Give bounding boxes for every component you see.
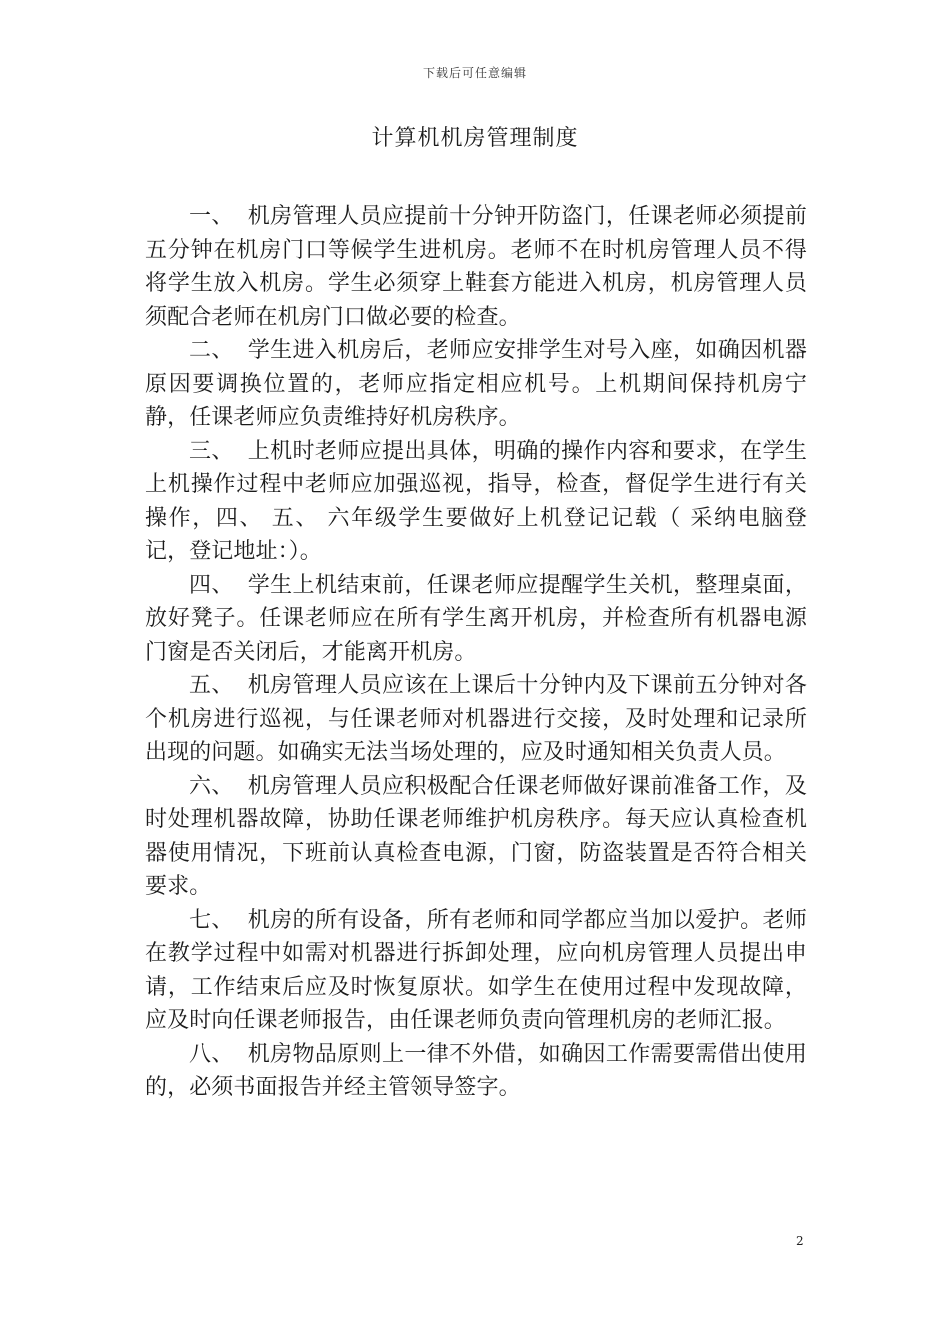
paragraph-text: 学生进入机房后，老师应安排学生对号入座，如确因机器原因要调换位置的，老师应指定相应机号。上机期间保持机房宁静，任课老师应负责维持好机房秩序。 [145,338,807,430]
paragraph-number: 二、 [189,338,234,363]
paragraph-2 [145,334,807,435]
header-note: 下载后可任意编辑 [422,66,527,80]
paragraph-number: 八、 [189,1041,234,1067]
page-number: 2 [796,1234,804,1248]
document-title: 计算机机房管理制度 [371,126,579,151]
paragraph-text: 机房物品原则上一律不外借，如确因工作需要需借出使用的，必须书面报告并经主管领导签字。 [145,1041,807,1100]
paragraph-number: 一、 [189,204,234,229]
paragraph-number: 四、 [189,572,234,598]
paragraph-number: 三、 [189,438,234,464]
paragraph-text: 机房管理人员应该在上课后十分钟内及下课前五分钟对各个机房进行巡视，与任课老师对机器进行交接，及时处理和记录所出现的问题。如确实无法当场处理的，应及时通知相关负责人员。 [145,673,807,765]
paragraph-number: 六、 [189,773,234,799]
paragraph-number: 五、 [189,673,234,698]
paragraph-text: 学生上机结束前，任课老师应提醒学生关机，整理桌面，放好凳子。任课老师应在所有学生离开机房，并检查所有机器电源门窗是否关闭后，才能离开机房。 [145,572,807,665]
paragraph-4 [145,569,807,670]
paragraph-7 [145,904,807,1038]
document-body [145,200,807,1105]
paragraph-text: 机房管理人员应积极配合任课老师做好课前准备工作，及时处理机器故障，协助任课老师维护机房秩序。每天应认真检查机器使用情况，下班前认真检查电源，门窗，防盗装置是否符合相关要求。 [145,773,807,899]
paragraph-number: 七、 [189,907,234,933]
paragraph-text: 机房的所有设备，所有老师和同学都应当加以爱护。老师在教学过程中如需对机器进行拆卸处理，应向机房管理人员提出申请，工作结束后应及时恢复原状。如学生在使用过程中发现故障，应及时向任课老师报告，由任课老师负责向管理机房的老师汇报。 [145,907,807,1033]
paragraph-3 [145,435,807,569]
paragraph-8 [145,1038,807,1105]
paragraph-1 [145,200,807,334]
paragraph-6 [145,770,807,904]
paragraph-text: 上机时老师应提出具体，明确的操作内容和要求，在学生上机操作过程中老师应加强巡视，指导，检查，督促学生进行有关操作，四、 五、 六年级学生要做好上机登记记载（ 采纳电脑登记，登记地址：）。 [145,438,807,564]
paragraph-text: 机房管理人员应提前十分钟开防盗门，任课老师必须提前五分钟在机房门口等候学生进机房。老师不在时机房管理人员不得将学生放入机房。学生必须穿上鞋套方能进入机房，机房管理人员须配合老师在机房门口做必要的检查。 [145,204,807,330]
paragraph-5 [145,669,807,770]
